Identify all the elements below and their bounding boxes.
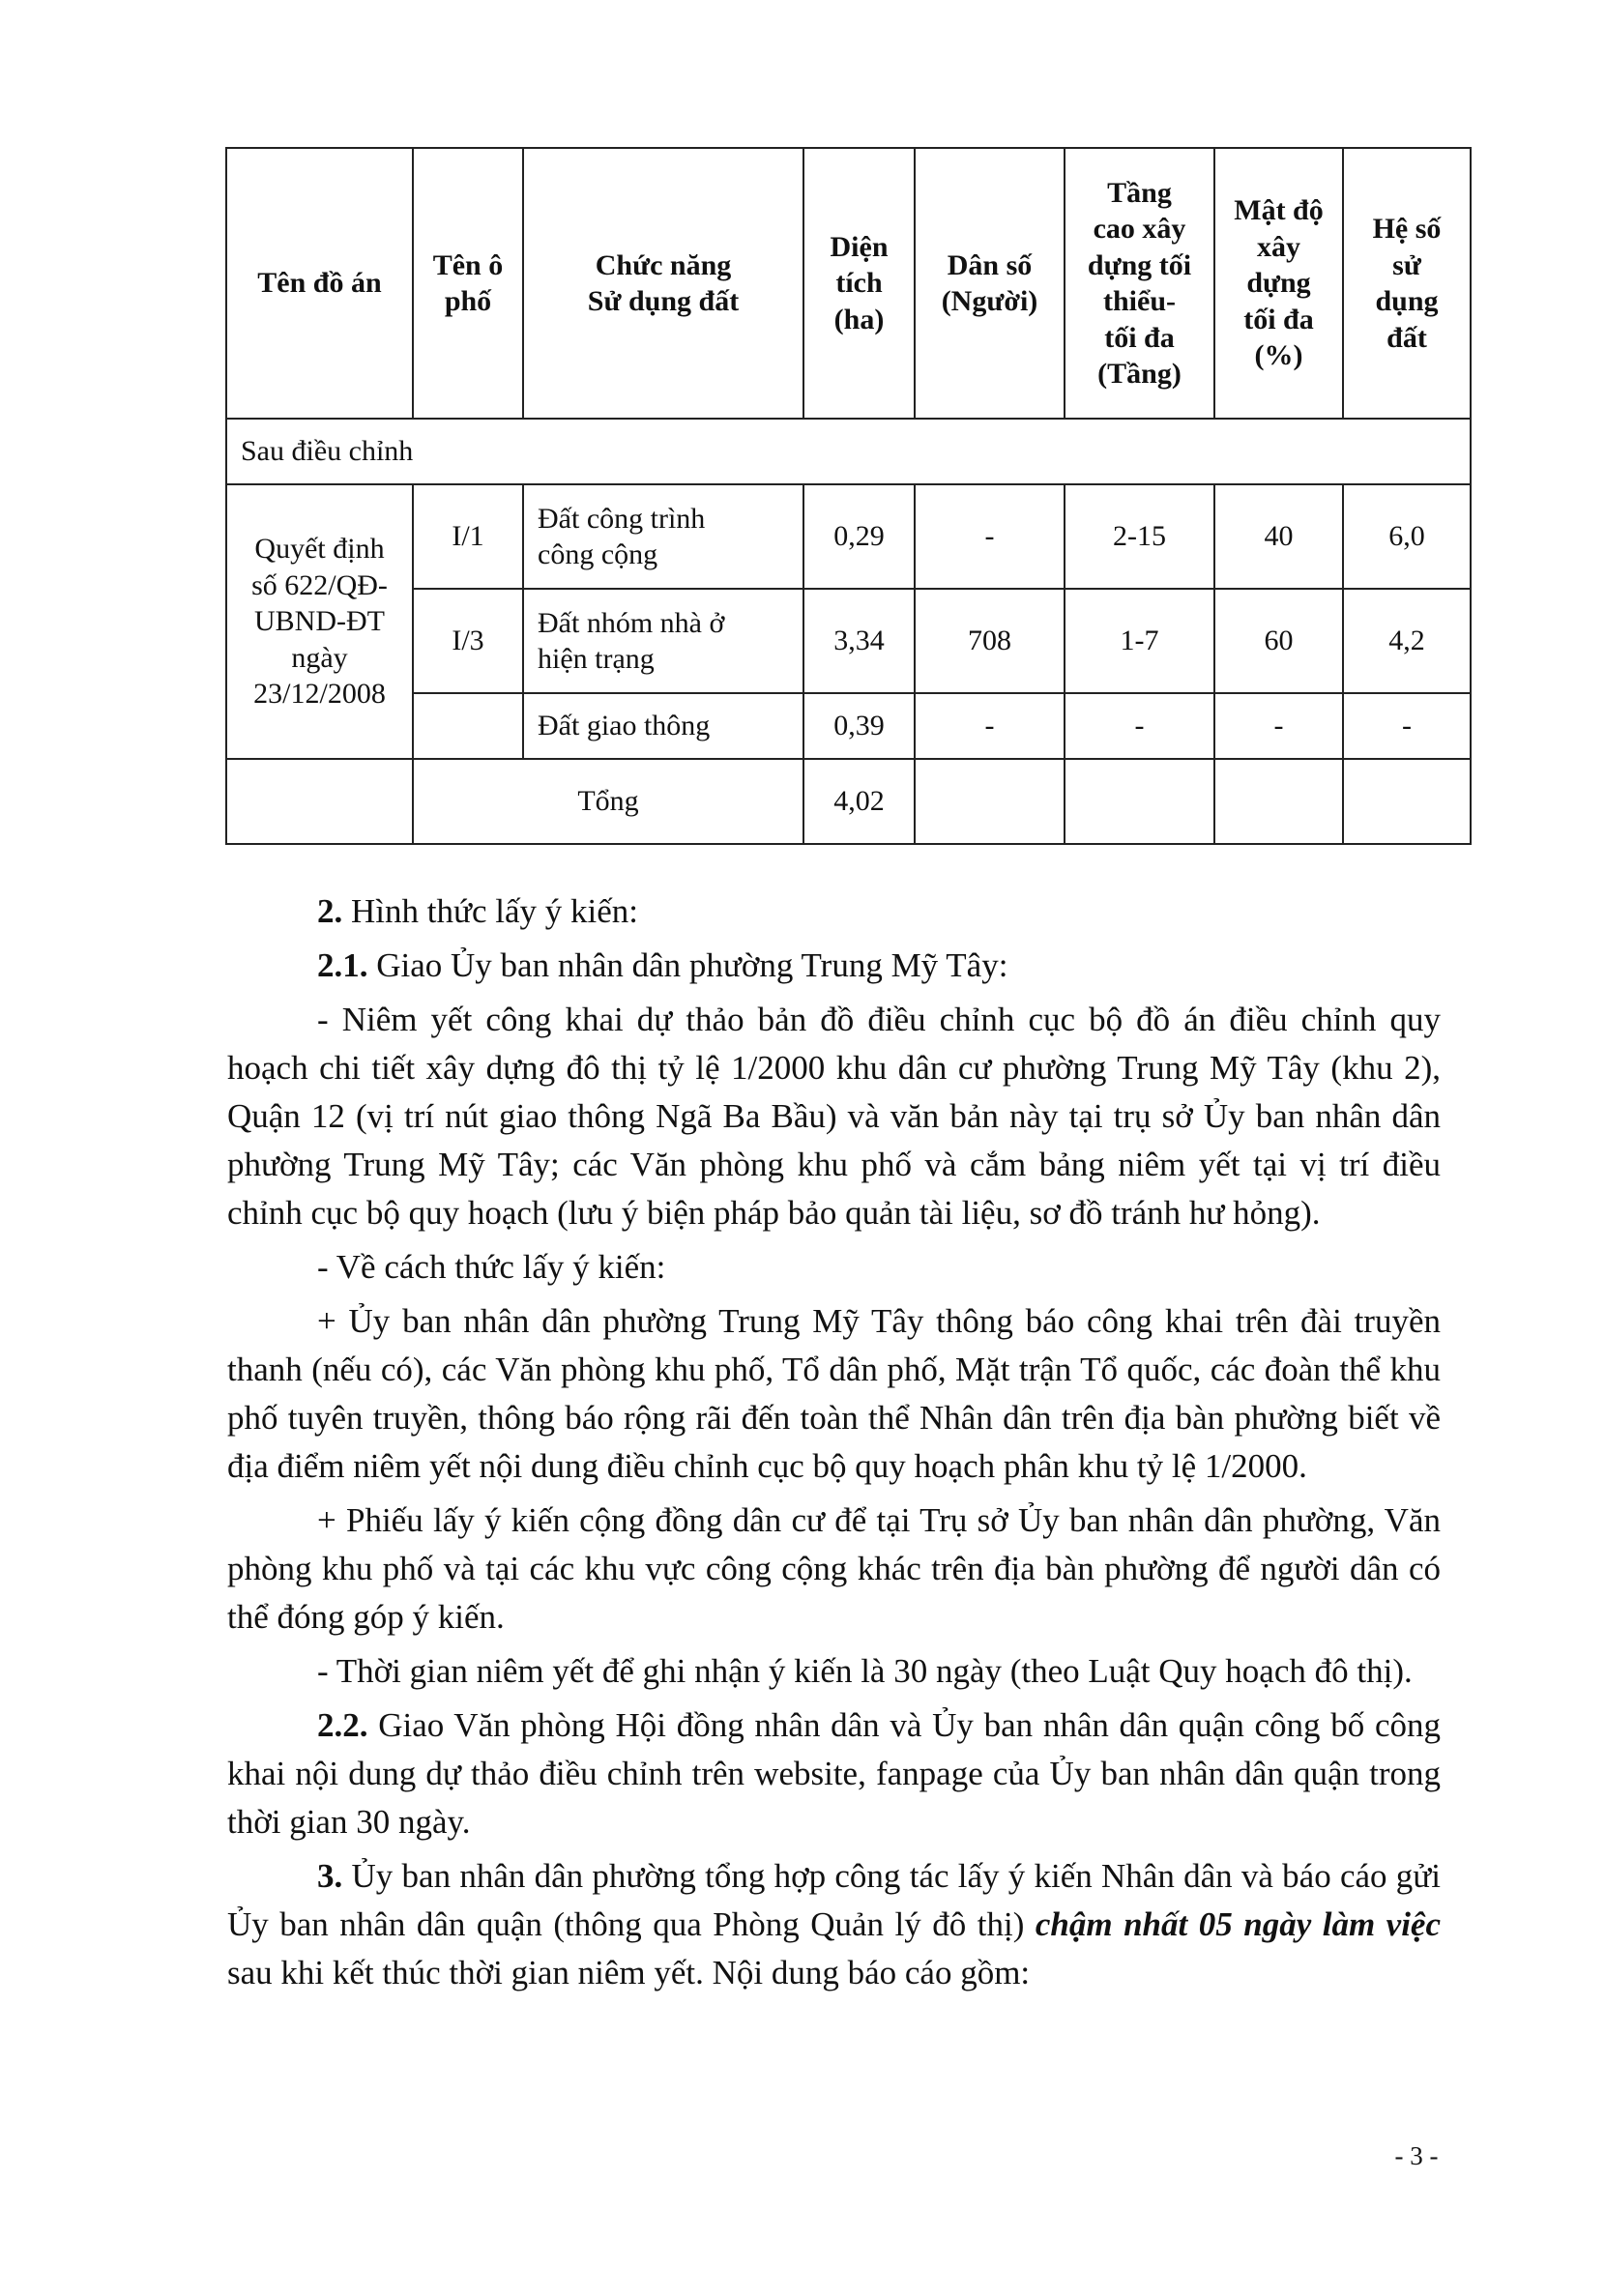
section-2-heading: 2. Hình thức lấy ý kiến:	[317, 892, 638, 930]
header-project: Tên đồ án	[226, 148, 413, 419]
empty-cell	[1343, 759, 1471, 844]
paragraph: + Ủy ban nhân dân phường Trung Mỹ Tây thông báo công khai trên đài truyền thanh (nếu có), các Văn phòng khu phố, Tổ dân phố, Mặt trận Tổ quốc, các đoàn thể khu phố tuyên truyền, thông báo rộng rãi đến toàn thể Nhân dân trên địa bàn phường biết về địa điểm niêm yết nội dung điều chỉnh cục bộ quy hoạch phân khu tỷ lệ 1/2000.	[227, 1302, 1441, 1485]
section-2-1-heading: 2.1. Giao Ủy ban nhân dân phường Trung Mỹ Tây:	[317, 946, 1008, 984]
section-2-2-paragraph: 2.2. Giao Văn phòng Hội đồng nhân dân và Ủy ban nhân dân quận công bố công khai nội dung dự thảo điều chỉnh trên website, fanpage của Ủy ban nhân dân quận trong thời gian 30 ngày.	[227, 1706, 1441, 1841]
empty-cell	[1214, 759, 1343, 844]
empty-cell	[915, 759, 1065, 844]
paragraph: - Niêm yết công khai dự thảo bản đồ điều chỉnh cục bộ đồ án điều chỉnh quy hoạch chi tiết xây dựng đô thị tỷ lệ 1/2000 khu dân cư phường Trung Mỹ Tây (khu 2), Quận 12 (vị trí nút giao thông Ngã Ba Bầu) và văn bản này tại trụ sở Ủy ban nhân dân phường Trung Mỹ Tây; các Văn phòng khu phố và cắm bảng niêm yết tại vị trí điều chỉnh cục bộ quy hoạch (lưu ý biện pháp bảo quản tài liệu, sơ đồ tránh hư hỏng).	[227, 1001, 1441, 1232]
total-area: 4,02	[803, 759, 915, 844]
floors-cell: -	[1065, 693, 1214, 759]
total-row	[226, 759, 1471, 844]
paragraph: - Thời gian niêm yết để ghi nhận ý kiến là 30 ngày (theo Luật Quy hoạch đô thị).	[317, 1652, 1413, 1690]
coefficient-cell: -	[1343, 693, 1471, 759]
total-label: Tổng	[413, 759, 803, 844]
header-area: Diện tích (ha)	[803, 148, 915, 419]
floors-cell: 2-15	[1065, 484, 1214, 589]
paragraph: - Về cách thức lấy ý kiến:	[317, 1248, 666, 1286]
section-label: Sau điều chỉnh	[226, 419, 1471, 484]
page-number: - 3 -	[1394, 2141, 1439, 2170]
function-cell: Đất nhóm nhà ở hiện trạng	[523, 589, 803, 693]
block-cell	[413, 693, 523, 759]
empty-cell	[226, 759, 413, 844]
header-function: Chức năng Sử dụng đất	[523, 148, 803, 419]
section-row	[226, 419, 1471, 484]
paragraph: + Phiếu lấy ý kiến cộng đồng dân cư để tại Trụ sở Ủy ban nhân dân phường, Văn phòng khu phố và tại các khu vực công cộng khác trên địa bàn phường để người dân có thể đóng góp ý kiến.	[227, 1501, 1441, 1636]
table-header-row	[226, 148, 1471, 419]
coefficient-cell: 6,0	[1343, 484, 1471, 589]
block-cell: I/1	[413, 484, 523, 589]
density-cell: -	[1214, 693, 1343, 759]
empty-cell	[1065, 759, 1214, 844]
planning-table	[225, 147, 1472, 845]
table-row	[226, 484, 1471, 589]
header-floors: Tầng cao xây dựng tối thiểu- tối đa (Tầng)	[1065, 148, 1214, 419]
section-3-paragraph: 3. Ủy ban nhân dân phường tổng hợp công tác lấy ý kiến Nhân dân và báo cáo gửi Ủy ban nhân dân quận (thông qua Phòng Quản lý đô thị) chậm nhất 05 ngày làm việc sau khi kết thúc thời gian niêm yết. Nội dung báo cáo gồm:	[227, 1857, 1442, 1991]
table-row	[226, 589, 1471, 693]
header-coefficient: Hệ số sử dụng đất	[1343, 148, 1471, 419]
coefficient-cell: 4,2	[1343, 589, 1471, 693]
body-text	[227, 887, 1441, 2003]
function-cell: Đất công trình công cộng	[523, 484, 803, 589]
area-cell: 0,29	[803, 484, 915, 589]
header-block: Tên ô phố	[413, 148, 523, 419]
area-cell: 3,34	[803, 589, 915, 693]
block-cell: I/3	[413, 589, 523, 693]
density-cell: 60	[1214, 589, 1343, 693]
density-cell: 40	[1214, 484, 1343, 589]
table-row	[226, 693, 1471, 759]
population-cell: 708	[915, 589, 1065, 693]
header-population: Dân số (Người)	[915, 148, 1065, 419]
area-cell: 0,39	[803, 693, 915, 759]
function-cell: Đất giao thông	[523, 693, 803, 759]
population-cell: -	[915, 693, 1065, 759]
population-cell: -	[915, 484, 1065, 589]
floors-cell: 1-7	[1065, 589, 1214, 693]
project-name-cell: Quyết định số 622/QĐ- UBND-ĐT ngày 23/12/2008	[226, 484, 413, 759]
header-density: Mật độ xây dựng tối đa (%)	[1214, 148, 1343, 419]
